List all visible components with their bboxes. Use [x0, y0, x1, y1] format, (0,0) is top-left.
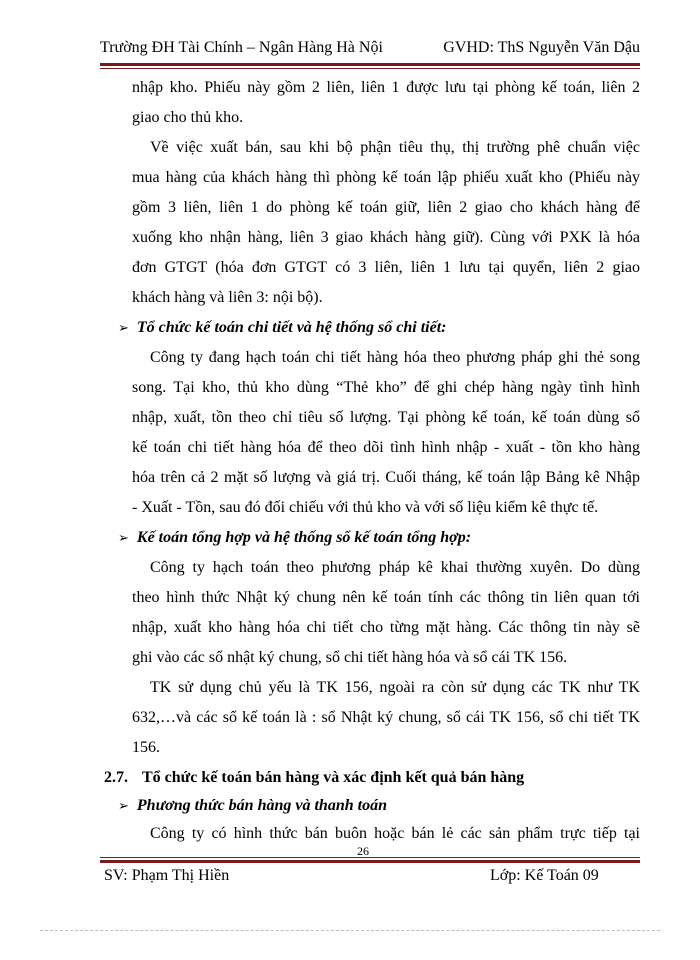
body-line: theo hình thức Nhật ký chung nên kế toán tính các thông tin liên quan tới	[132, 589, 640, 606]
body-line: 156.	[132, 739, 160, 756]
body-line: TK sử dụng chủ yếu là TK 156, ngoài ra còn sử dụng các TK như TK	[150, 679, 640, 696]
body-line: gồm 3 liên, liên 1 do phòng kế toán giữ, liên 2 giao cho khách hàng để	[132, 199, 640, 216]
bullet-heading-text: Tổ chức kế toán chi tiết và hệ thống sổ chi tiết:	[136, 319, 447, 336]
body-line: Công ty hạch toán theo phương pháp kê khai thường xuyên. Do dùng	[150, 559, 640, 576]
section-heading	[104, 768, 640, 788]
header-text	[100, 38, 640, 58]
page-break-line	[40, 930, 660, 931]
body-line: kế toán chi tiết hàng hóa để theo dõi tình hình nhập - xuất - tồn kho hàng	[132, 439, 640, 456]
body-line: - Xuất - Tồn, sau đó đối chiếu với thủ kho và với số liệu kiểm kê thực tế.	[132, 499, 599, 516]
bullet-heading-general-accounting	[118, 528, 640, 548]
footer-text	[104, 866, 604, 886]
header-rule-thin	[100, 68, 640, 69]
body-line: Về việc xuất bán, sau khi bộ phận tiêu thụ, thị trường phê chuẩn việc	[150, 139, 640, 156]
body-line: hóa trên cả 2 mặt số lượng và giá trị. Cuối tháng, kế toán lập Bảng kê Nhập	[132, 469, 640, 486]
bullet-heading-detail-accounting	[118, 318, 640, 338]
body-line: Công ty đang hạch toán chi tiết hàng hóa theo phương pháp ghi thẻ song	[150, 349, 640, 366]
body-line: Công ty có hình thức bán buôn hoặc bán lẻ các sản phẩm trực tiếp tại	[150, 825, 640, 842]
header-advisor: GVHD: ThS Nguyễn Văn Dậu	[443, 39, 640, 56]
footer-class: Lớp: Kế Toán 09	[490, 867, 599, 884]
body-line: nhập, xuất, tồn theo chỉ tiêu số lượng. Tại phòng kế toán, kế toán dùng sổ	[132, 409, 640, 426]
bullet-heading-text: Phương thức bán hàng và thanh toán	[136, 797, 387, 814]
bullet-heading-text: Kế toán tổng hợp và hệ thống sổ kế toán tổng hợp:	[136, 529, 472, 546]
section-title: Tổ chức kế toán bán hàng và xác định kết quả bán hàng	[142, 769, 525, 786]
footer-student: SV: Phạm Thị Hiền	[104, 867, 230, 884]
header-rule-thick	[100, 63, 640, 66]
body-line: xuống kho nhận hàng, liên 3 giao khách hàng giữ). Cùng với PXK là hóa	[132, 229, 640, 246]
header-school: Trường ĐH Tài Chính – Ngân Hàng Hà Nội	[100, 39, 383, 56]
body-line: giao cho thủ kho.	[132, 109, 244, 126]
body-line: đơn GTGT (hóa đơn GTGT có 3 liên, liên 1 lưu tại quyển, liên 2 giao	[132, 259, 640, 276]
body-line: nhập kho. Phiếu này gồm 2 liên, liên 1 được lưu tại phòng kế toán, liên 2	[132, 79, 640, 96]
section-number: 2.7.	[104, 769, 128, 786]
arrow-bullet-icon: ➢	[118, 799, 129, 814]
bullet-heading-sales-method	[118, 796, 640, 816]
footer-rule-thin	[100, 857, 640, 858]
body-line: nhập, xuất kho hàng hóa chi tiết cho từng mặt hàng. Các thông tin này sẽ	[132, 619, 640, 636]
page-number: 26	[357, 844, 369, 858]
body-line: song. Tại kho, thủ kho dùng “Thẻ kho” để ghi chép hàng ngày tình hình	[132, 379, 640, 396]
body-line: ghi vào các sổ nhật ký chung, sổ chi tiết hàng hóa và sổ cái TK 156.	[132, 649, 568, 666]
arrow-bullet-icon: ➢	[118, 321, 129, 336]
body-line: 632,…và các sổ kế toán là : sổ Nhật ký chung, sổ cái TK 156, sổ chi tiết TK	[132, 709, 640, 726]
body-line: khách hàng và liên 3: nội bộ).	[132, 289, 323, 306]
footer-rule-thick	[100, 860, 640, 863]
body-line: mua hàng của khách hàng thì phòng kế toán lập phiếu xuất kho (Phiếu này	[132, 169, 640, 186]
arrow-bullet-icon: ➢	[118, 531, 129, 546]
